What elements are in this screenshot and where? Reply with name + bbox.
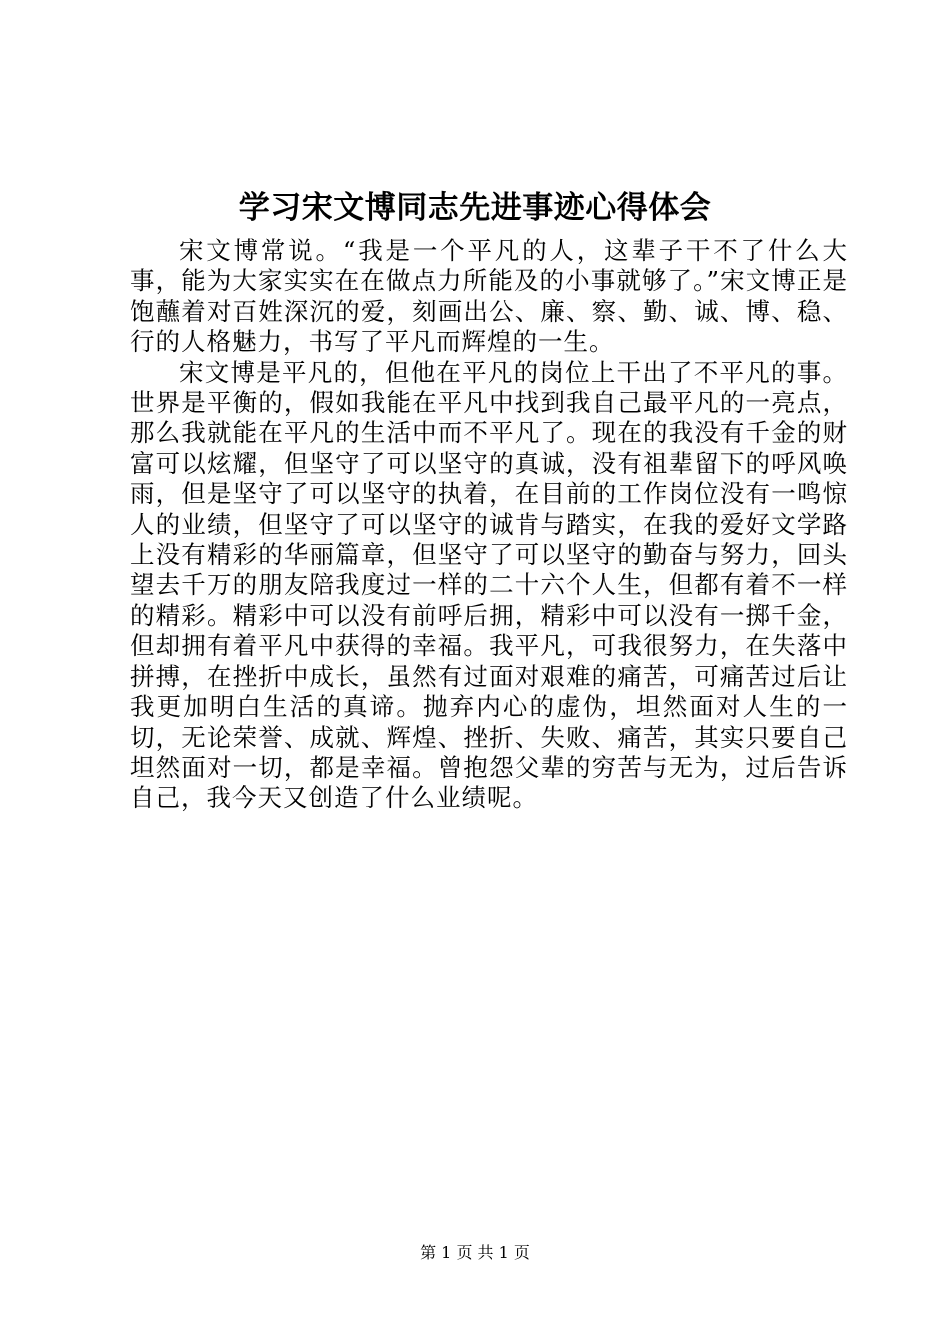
page-footer: 第 1 页 共 1 页 <box>420 1243 530 1262</box>
document-body <box>130 236 848 814</box>
body-paragraph: 宋文博常说。“我是一个平凡的人，这辈子干不了什么大事，能为大家实实在在做点力所能及的小事就够了。”宋文博正是饱蘸着对百姓深沉的爱，刻画出公、廉、察、勤、诚、博、稳、行的人格魅力，书写了平凡而辉煌的一生。 <box>130 236 848 357</box>
body-paragraph: 宋文博是平凡的，但他在平凡的岗位上干出了不平凡的事。世界是平衡的，假如我能在平凡中找到我自己最平凡的一亮点，那么我就能在平凡的生活中而不平凡了。现在的我没有千金的财富可以炫耀，但坚守了可以坚守的真诚，没有祖辈留下的呼风唤雨，但是坚守了可以坚守的执着，在目前的工作岗位没有一鸣惊人的业绩，但坚守了可以坚守的诚肯与踏实，在我的爱好文学路上没有精彩的华丽篇章，但坚守了可以坚守的勤奋与努力，回头望去千万的朋友陪我度过一样的二十六个人生，但都有着不一样的精彩。精彩中可以没有前呼后拥，精彩中可以没有一掷千金，但却拥有着平凡中获得的幸福。我平凡，可我很努力，在失落中拼搏，在挫折中成长，虽然有过面对艰难的痛苦，可痛苦过后让我更加明白生活的真谛。抛弃内心的虚伪，坦然面对人生的一切，无论荣誉、成就、辉煌、挫折、失败、痛苦，其实只要自己坦然面对一切，都是幸福。曾抱怨父辈的穷苦与无为，过后告诉自己，我今天又创造了什么业绩呢。 <box>130 357 848 813</box>
document-title: 学习宋文博同志先进事迹心得体会 <box>238 190 712 226</box>
